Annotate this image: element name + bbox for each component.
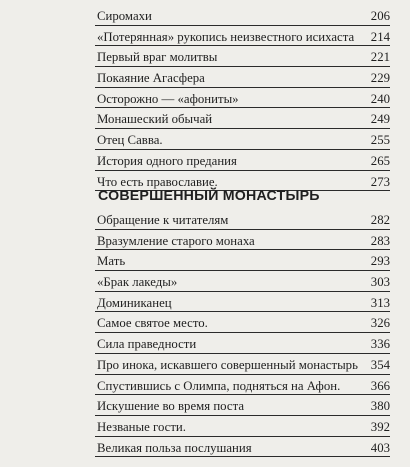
- toc-entry-title: Самое святое место.: [97, 316, 208, 331]
- toc-entry-underline: [95, 45, 390, 46]
- toc-entry: [0, 151, 410, 172]
- toc-entry-page-number: 366: [370, 378, 390, 393]
- toc-entry: [0, 210, 410, 231]
- toc-entry: [0, 376, 410, 397]
- toc-entry-underline: [95, 353, 390, 354]
- toc-entry-underline: [95, 436, 390, 437]
- toc-entry: [0, 6, 410, 27]
- toc-entry: [0, 68, 410, 89]
- toc-entry-title: Спустившись с Олимпа, подняться на Афон.: [97, 378, 341, 393]
- toc-entry-title: Осторожно — «афониты»: [97, 91, 239, 106]
- toc-entry: [0, 293, 410, 314]
- toc-entry-page-number: 273: [370, 174, 390, 189]
- toc-entry: [0, 231, 410, 252]
- toc-entry-title: Покаяние Агасфера: [97, 71, 205, 86]
- toc-entry: [0, 27, 410, 48]
- toc-entry-title: «Потерянная» рукопись неизвестного исихаста: [97, 29, 355, 44]
- toc-entry-title: Отец Савва.: [97, 133, 163, 148]
- toc-entry-page-number: 221: [370, 50, 390, 65]
- toc-entry: [0, 89, 410, 110]
- toc-entry-title: Сиромахи: [97, 9, 152, 23]
- toc-entry-title: Искушение во время поста: [97, 399, 244, 414]
- toc-entry-underline: [95, 456, 390, 457]
- toc-entry-page-number: 336: [370, 337, 390, 352]
- toc-entry-underline: [95, 249, 390, 250]
- toc-entry-title: Незваные гости.: [97, 419, 186, 434]
- toc-entry-page-number: 303: [370, 275, 390, 290]
- toc-entry-page-number: 392: [370, 419, 390, 434]
- toc-entry-underline: [95, 149, 390, 150]
- toc-entry-page-number: 313: [370, 295, 390, 310]
- toc-entry-page-number: 255: [370, 133, 390, 148]
- toc-entry: [0, 396, 410, 417]
- toc-entry-page-number: 283: [370, 233, 390, 248]
- toc-entry-page-number: 229: [370, 71, 390, 86]
- toc-entry-page-number: 240: [370, 91, 390, 106]
- toc-entry: [0, 313, 410, 334]
- toc-entry-page-number: 293: [370, 254, 390, 269]
- toc-entry-title: «Брак лакеды»: [97, 275, 178, 290]
- toc-entry-underline: [95, 332, 390, 333]
- toc-entry-underline: [95, 229, 390, 230]
- toc-entry-underline: [95, 87, 390, 88]
- toc-list-top: [0, 6, 410, 192]
- toc-entry-underline: [95, 291, 390, 292]
- toc-entry-title: Великая польза послушания: [97, 440, 252, 455]
- toc-entry-title: Про инока, искавшего совершенный монастырь: [97, 357, 358, 372]
- toc-entry-title: История одного предания: [97, 153, 237, 168]
- toc-entry-page-number: 206: [370, 9, 390, 23]
- toc-entry-page-number: 403: [370, 440, 390, 455]
- toc-entry-page-number: 214: [370, 29, 390, 44]
- toc-entry: [0, 47, 410, 68]
- toc-entry-underline: [95, 374, 390, 375]
- toc-entry-page-number: 265: [370, 153, 390, 168]
- toc-entry: [0, 334, 410, 355]
- toc-entry: [0, 438, 410, 459]
- section-heading: СОВЕРШЕННЫЙ МОНАСТЫРЬ: [98, 188, 320, 204]
- toc-entry-page-number: 380: [370, 399, 390, 414]
- toc-entry-page-number: 282: [370, 213, 390, 227]
- toc-entry-title: Монашеский обычай: [97, 112, 213, 127]
- toc-entry-title: Что есть православие.: [97, 174, 218, 189]
- toc-entry-page-number: 249: [370, 112, 390, 127]
- toc-entry-title: Первый враг молитвы: [97, 50, 218, 65]
- toc-entry-page-number: 326: [370, 316, 390, 331]
- toc-entry-title: Доминиканец: [97, 295, 172, 310]
- toc-entry: [0, 355, 410, 376]
- toc-entry-underline: [95, 107, 390, 108]
- toc-entry-title: Вразумление старого монаха: [97, 233, 255, 248]
- toc-entry: [0, 109, 410, 130]
- toc-list-bottom: [0, 210, 410, 458]
- toc-entry-underline: [95, 270, 390, 271]
- toc-entry: [0, 251, 410, 272]
- toc-entry: [0, 417, 410, 438]
- toc-entry-underline: [95, 170, 390, 171]
- toc-entry-underline: [95, 415, 390, 416]
- toc-entry-title: Обращение к читателям: [97, 213, 229, 227]
- toc-entry-underline: [95, 66, 390, 67]
- toc-entry: [0, 130, 410, 151]
- toc-entry: [0, 272, 410, 293]
- toc-entry-page-number: 354: [370, 357, 390, 372]
- toc-entry-title: Мать: [97, 254, 126, 269]
- toc-entry-underline: [95, 311, 390, 312]
- toc-entry-underline: [95, 394, 390, 395]
- toc-entry-underline: [95, 25, 390, 26]
- toc-entry-title: Сила праведности: [97, 337, 197, 352]
- toc-entry-underline: [95, 128, 390, 129]
